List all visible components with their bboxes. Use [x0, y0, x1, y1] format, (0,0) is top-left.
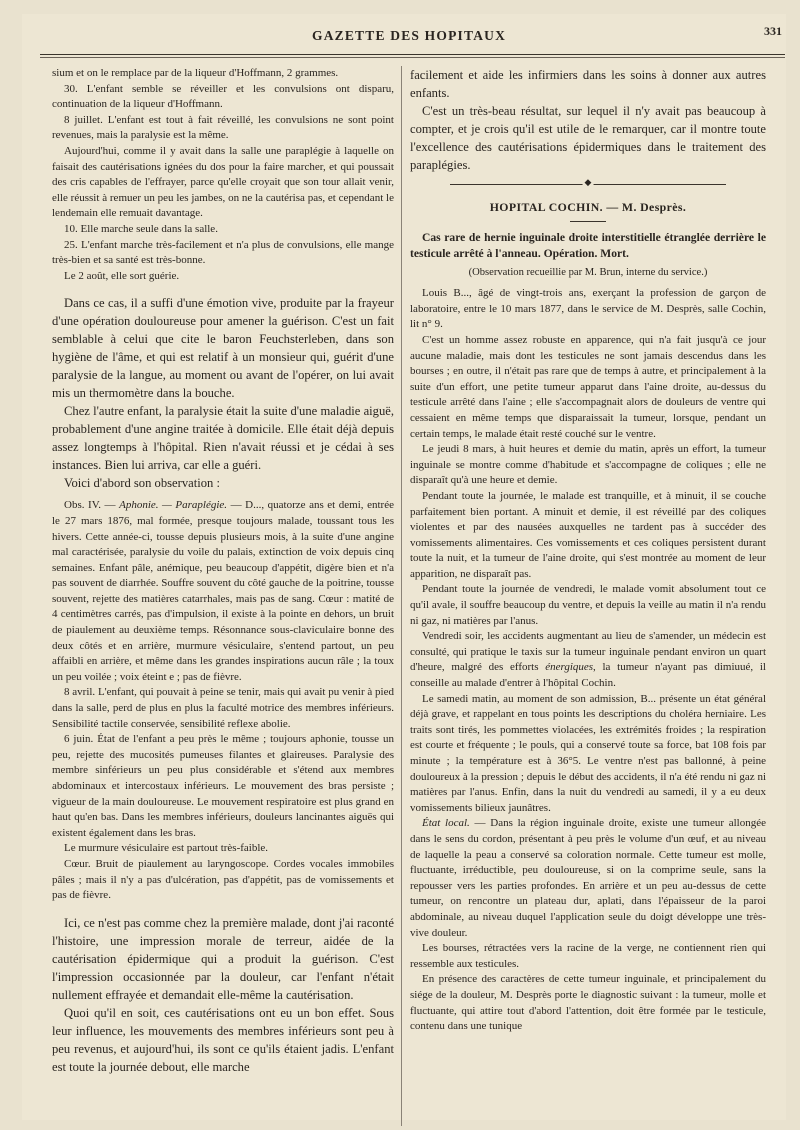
observation-title: Aphonie. — Paraplégie.	[119, 499, 228, 512]
page-header	[42, 22, 782, 48]
paragraph: 8 avril. L'enfant, qui pouvait à peine se tenir, mais qui avait pu venir à pied dans la salle, perd de plus en plus la faculté motrice des membres inférieurs. Sensibilité tactile conservée, sensibilité reflexe abolie.	[52, 686, 394, 730]
case-title: Cas rare de hernie inguinale droite interstitielle étranglée derrière le testicule arrêté à l'anneau. Opération. Mort.	[410, 231, 766, 260]
ornament-icon: ◆	[584, 177, 592, 187]
spacer	[52, 904, 394, 914]
paragraph: Le 2 août, elle sort guérie.	[64, 269, 180, 282]
section-divider	[450, 177, 726, 188]
paragraph: 25. L'enfant marche très-facilement et n'a plus de convulsions, elle mange très-bien et sa santé est très-bonne.	[52, 238, 394, 267]
observation-paragraph	[52, 498, 394, 685]
paragraph: Louis B..., âgé de vingt-trois ans, exerçant la profession de garçon de laboratoire, entre le 10 mars 1877, dans le service de M. Desprès, salle Cochin, lit n° 9.	[410, 287, 766, 331]
paragraph: Pendant toute la journée, le malade est tranquille, et à minuit, il se couche parfaitement bien portant. A minuit et demie, il est réveillé par des coliques violentes et par des nausées auxquelles ne tardent pas à succéder des vomissements alimentaires. Ces vomissements et ces coliques persistent durant toute la nuit, et la tumeur de l'aine droite, qui s'est montrée au moment de leur apparition, ne disparaît pas.	[410, 489, 766, 580]
paragraph: Le murmure vésiculaire est partout très-faible.	[64, 842, 269, 855]
observation-credit: (Observation recueillie par M. Brun, interne du service.)	[468, 267, 708, 279]
paragraph: Dans ce cas, il a suffi d'une émotion vive, produite par la frayeur d'une opération douloureuse pour amener la guérison. C'est un fait semblable à celui que cite le baron Feuchsterleben, dans son hygiène de l'âme, et qui est relatif à un monsieur qui, guérit d'une paralysie de la langue, au moment ou avant de l'opérer, on lui avait mis un thermomètre dans la bouche.	[52, 296, 394, 401]
text-span: — Dans la région inguinale droite, existe une tumeur allongée dans le sens du cordon, présentant à peu près le volume d'un œuf, et au niveau de laquelle la peau a conservé sa coloration normale. Cette tumeur est molle, fluctuante, irréductible, peu douloureuse, si on la comprime seule, sans la repousser vers les parties profondes. En arrière et un peu au-dessus de cette tumeur, on rencontre un plateau dur, aplati, dans l'épaisseur de la paroi abdominale, au niveau duquel l'application seule du doigt développe une très-vive douleur.	[410, 817, 766, 939]
paragraph: 6 juin. État de l'enfant a peu près le même ; toujours aphonie, tousse un peu, rejette des mucosités pumeuses filantes et glaireuses. Paralysie des membre sinférieurs un peu plus considérable et s'étend aux membres abdominaux et intercostaux inférieurs. Le mouvement des bras persiste ; vigueur de la main douloureuse. Le mouvement respiratoire est plus grand en haut qu'en bas. Dans les membres inférieurs, douleurs lancinantes aiguës qui existent également dans les bras.	[52, 733, 394, 839]
short-rule	[570, 221, 606, 222]
paragraph: Le jeudi 8 mars, à huit heures et demie du matin, après un effort, la tumeur inguinale se montre comme d'habitude et s'accompagne de coliques ; elle ne disparaît qu'à une heure et demie.	[410, 443, 766, 487]
paragraph: Aujourd'hui, comme il y avait dans la salle une paraplégie à laquelle on faisait des cautérisations ignées du dos pour la faire marcher, et qui poussait des cris capables de l'effrayer, parce qu'elle croyait que son tour allait venir, elle réussit à remuer un peu les jambes, on ne la cautérisa pas, et cependant le lendemain elle remuait davantage.	[52, 144, 394, 220]
paragraph: Chez l'autre enfant, la paralysie était la suite d'une maladie aiguë, probablement d'une angine traitée à domicile. Elle était déjà depuis assez longtemps à l'hôpital. Rien n'avait réussi et je cédai à ses instances. Bien lui arriva, car elle a guéri.	[52, 404, 394, 473]
section-label: État local.	[422, 817, 470, 830]
paragraph: Pendant toute la journée de vendredi, le malade vomit absolument tout ce qu'il avale, il souffre beaucoup du ventre, et depuis la veille au matin il n'a rendu ni gaz, ni matières par l'anus.	[410, 583, 766, 627]
paragraph	[410, 629, 766, 691]
publication-title: GAZETTE DES HOPITAUX	[312, 28, 507, 43]
observation-number: Obs. IV. —	[64, 499, 120, 512]
paragraph: facilement et aide les infirmiers dans les soins à donner aux autres enfants.	[410, 68, 766, 100]
page-number: 331	[764, 24, 782, 38]
header-rule	[40, 54, 785, 55]
paragraph: En présence des caractères de cette tumeur inguinale, et principalement du siége de la douleur, M. Desprès porte le diagnostic suivant : la tumeur, molle et fluctuante, qui attire tout d'abord l'attention, doit être formée par le testicule, contenu dans une tunique	[410, 973, 766, 1033]
hospital-title: HOPITAL COCHIN. — M. Desprès.	[489, 200, 687, 214]
paragraph: 30. L'enfant semble se réveiller et les convulsions ont disparu, continuation de la liqueur d'Hoffmann.	[52, 82, 394, 111]
header-rule-secondary	[40, 57, 785, 58]
text-span: Vendredi soir, les accidents augmentant au lieu de s'amender, un médecin est consulté, qui pratique le taxis sur la tumeur inguinale pendant environ un quart d'heure, malgré des efforts	[410, 630, 766, 674]
spacer	[52, 284, 394, 294]
observation-text: — D..., quatorze ans et demi, entrée le 27 mars 1876, mal formée, presque toujours malade, toussant tous les hivers. Cette année-ci, tousse depuis plusieurs mois, à la suite d'une angine mal caractérisée, paralysie du voile du palais, extinction de voix depuis cinq semaines. Enfant pâle, anémique, peu beaucoup d'appétit, digère bien et n'a pas souvent de diarrhée. Souffre souvent du côté gauche de la poitrine, tousse souvent, rejette des matières catarrhales, mais pas de sang. Cœur : matité de 4 centimètres carrés, pas d'impulsion, il existe à la pointe en dehors, un bruit de piaulement au deuxième temps. Résonnance sous-claviculaire bonne des deux côtés et en arrière, murmure vésiculaire, s'entend partout, un peu affaibli en arrière, et même dans les grandes inspirations aucun râle ; la toux un peu voilée ; voix éteint e ; pas de fièvre.	[52, 499, 394, 683]
paragraph: Cœur. Bruit de piaulement au laryngoscope. Cordes vocales immobiles pâles ; mais il n'y a pas d'ulcération, pas d'appétit, pas de vomissements et pas de fièvre.	[52, 857, 394, 902]
paragraph	[410, 816, 766, 941]
paragraph: sium et on le remplace par de la liqueur d'Hoffmann, 2 grammes.	[52, 67, 339, 79]
paragraph: 8 juillet. L'enfant est tout à fait réveillé, les convulsions ne sont point revenues, mais la paralysie est la même.	[52, 113, 394, 142]
paragraph: C'est un homme assez robuste en apparence, qui n'a fait jusqu'à ce jour aucune maladie, mais dont les testicules ne sont jamais descendus dans les bourses ; en outre, il n'était pas rare que de temps à autre, et principalement à la suite d'un effort, une petite tumeur apparut dans l'aine droite, au-dessus du testicule arrêté dans l'aine ; elle s'accompagnait alors de douleurs de ventre qui cessaient en même temps que disparaissait la tumeur, lorsque, pendant un certain temps, le malade était resté couché sur le ventre.	[410, 333, 766, 440]
right-column	[410, 66, 766, 1126]
text-span: , la tumeur n'ayant pas dimiuué, il conseille au malade d'entrer à l'hôpital Cochin.	[410, 661, 766, 690]
paragraph: Les bourses, rétractées vers la racine de la verge, ne contiennent rien qui ressemble aux testicules.	[410, 942, 766, 970]
paragraph: Quoi qu'il en soit, ces cautérisations ont eu un bon effet. Sous leur influence, les mouvements des membres inférieurs sont peu à peu revenus, et aujourd'hui, ils sont ce qu'ils étaient jadis. L'enfant est toute la journée debout, elle marche	[52, 1005, 394, 1074]
paragraph: Le samedi matin, au moment de son admission, B... présente un état général déjà grave, et rappelant en tous points les descriptions du choléra herniaire. Les traits sont tirés, les pommettes violacées, les extrémités froides ; la respiration est courte et fréquente ; le pouls, qui a conservé toute sa force, bat 108 fois par minute ; la température est à 36°5. Le ventre n'est pas ballonné, à peine douloureux à la pression ; depuis le début des accidents, il n'a été rendu ni gaz ni matières par l'anus. Enfin, dans la nuit du vendredi au samedi, il y a eu deux vomissements bilieux jaunâtres.	[410, 692, 766, 814]
emphasis: énergiques	[545, 661, 594, 674]
paragraph: Ici, ce n'est pas comme chez la première malade, dont j'ai raconté l'histoire, une impression morale de terreur, aidée de la cautérisation épidermique qui a produit la guérison. C'est l'impression occasionnée par la douleur, car l'enfant n'était nullement effrayée et demandait elle-même la cautérisation.	[52, 915, 394, 1002]
paragraph: 10. Elle marche seule dans la salle.	[64, 222, 218, 235]
column-separator	[401, 66, 402, 1126]
paragraph: C'est un très-beau résultat, sur lequel il n'y avait pas beaucoup à compter, et je crois qu'il est utile de le remarquer, car il montre toute l'excellence des cautérisations épidermiques dans le traitement des paraplégies.	[410, 104, 766, 172]
paragraph: Voici d'abord son observation :	[64, 476, 220, 491]
left-column	[52, 66, 394, 1126]
